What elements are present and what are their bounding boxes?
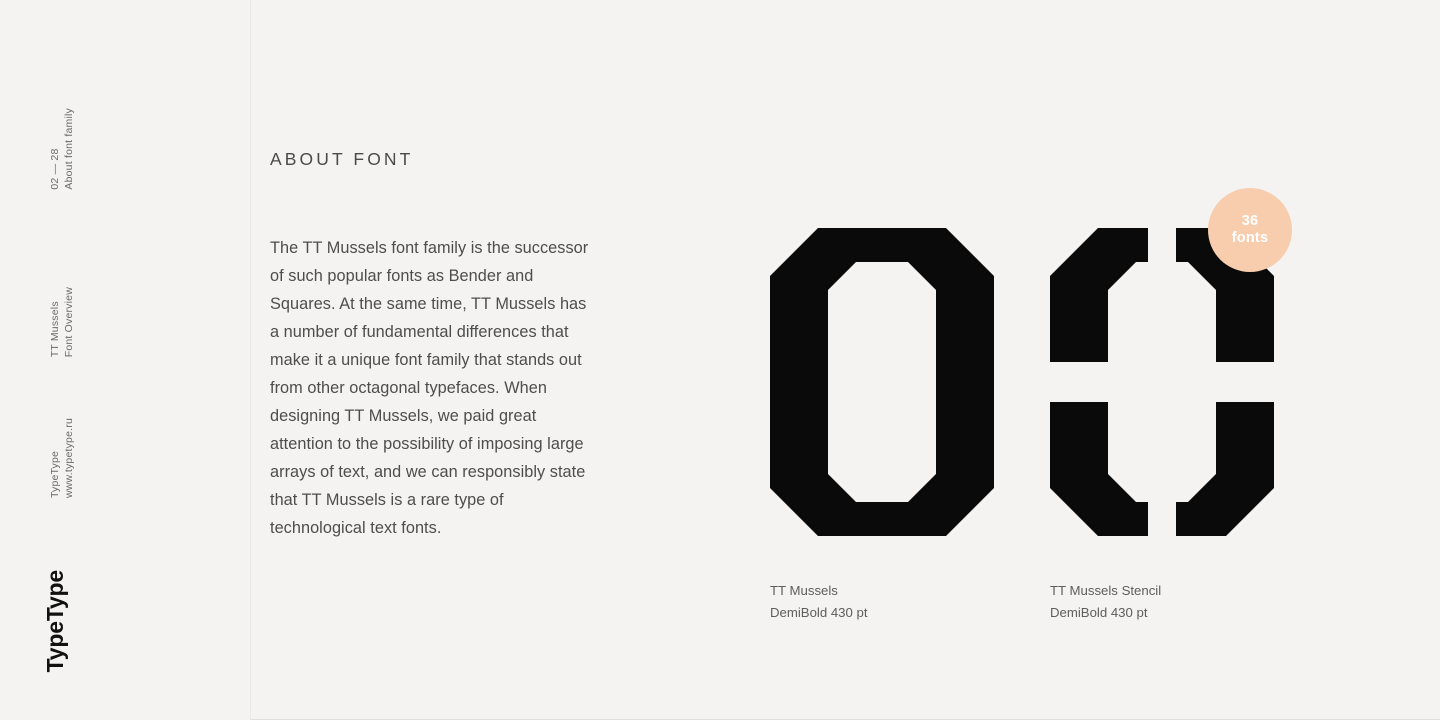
- specimen-caption: [1050, 580, 1161, 624]
- rail-section-number: 02 — 28: [49, 148, 61, 190]
- glyph-o-stencil-icon: [1050, 228, 1274, 536]
- rail-website-link[interactable]: www.typetype.ru: [63, 418, 76, 499]
- specimen-tt-mussels-stencil: [1050, 228, 1274, 620]
- rail-studio-name: TypeType: [49, 450, 61, 499]
- left-rail: [0, 0, 250, 720]
- specimen-style: DemiBold 430 pt: [1050, 605, 1148, 620]
- specimen-name: TT Mussels Stencil: [1050, 583, 1162, 598]
- left-column-divider: [250, 0, 251, 720]
- brand-logo: TypeType: [42, 569, 68, 672]
- fonts-count-number: 36: [1241, 213, 1259, 229]
- specimen-name: TT Mussels: [770, 583, 838, 598]
- rail-section-marker: [48, 108, 76, 190]
- fonts-count-badge: [1208, 188, 1292, 272]
- rail-section-name: About font family: [63, 108, 76, 190]
- glyph-o-solid-icon: [770, 228, 994, 536]
- specimen-style: DemiBold 430 pt: [770, 605, 868, 620]
- specimen-tt-mussels: [770, 228, 994, 620]
- fonts-count-label: fonts: [1231, 230, 1269, 246]
- rail-studio-marker: [48, 418, 76, 498]
- about-font-paragraph: The TT Mussels font family is the successor of such popular fonts as Bender and Squares. At the same time, TT Mussels has a number of fundamental differences that make it a unique font family that stands out from other octagonal typefaces. When designing TT Mussels, we paid great attention to the possibility of imposing large arrays of text, and we can responsibly state that TT Mussels is a rare type of technological text fonts.: [270, 239, 589, 537]
- rail-doc-subtitle: Font Overview: [63, 287, 76, 358]
- rail-document-marker: [48, 287, 76, 357]
- rail-doc-title: TT Mussels: [49, 301, 61, 358]
- specimen-caption: [770, 580, 868, 624]
- page-title: ABOUT FONT: [270, 149, 414, 169]
